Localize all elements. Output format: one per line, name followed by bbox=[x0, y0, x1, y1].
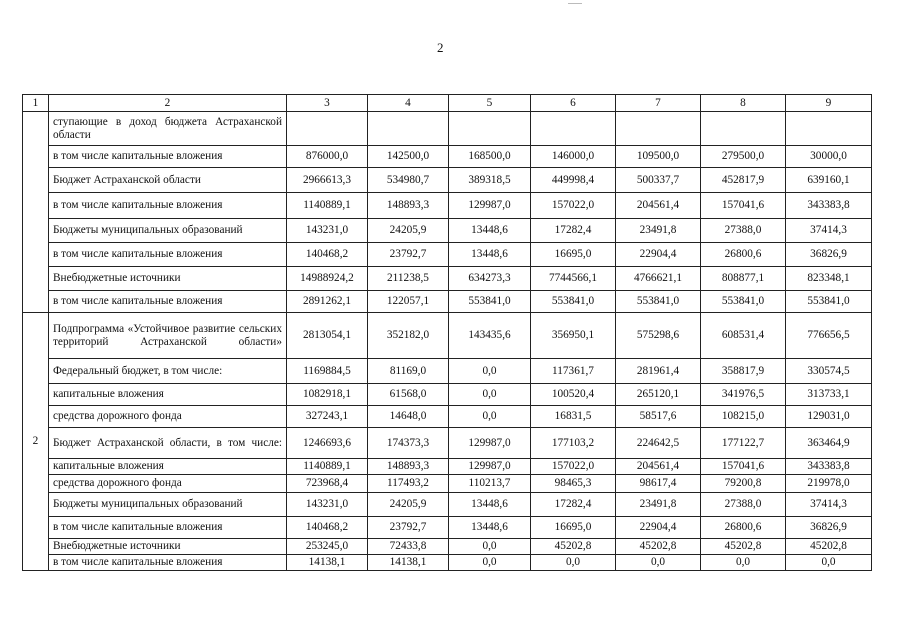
row-label: ступающие в доход бюджета Астраханской области bbox=[49, 112, 287, 146]
value-cell: 27388,0 bbox=[701, 219, 786, 243]
row-label: капитальные вложения bbox=[49, 459, 287, 475]
value-cell: 0,0 bbox=[449, 539, 531, 555]
value-cell: 4766621,1 bbox=[616, 267, 701, 291]
value-cell: 2891262,1 bbox=[287, 291, 368, 313]
value-cell: 0,0 bbox=[701, 555, 786, 571]
value-cell: 13448,6 bbox=[449, 219, 531, 243]
table-row bbox=[23, 146, 872, 168]
value-cell: 211238,5 bbox=[368, 267, 449, 291]
value-cell: 129987,0 bbox=[449, 193, 531, 219]
value-cell: 253245,0 bbox=[287, 539, 368, 555]
value-cell: 24205,9 bbox=[368, 219, 449, 243]
value-cell: 79200,8 bbox=[701, 475, 786, 493]
value-cell: 23491,8 bbox=[616, 493, 701, 517]
value-cell: 553841,0 bbox=[786, 291, 872, 313]
column-header: 8 bbox=[701, 95, 786, 112]
value-cell: 23792,7 bbox=[368, 243, 449, 267]
value-cell: 224642,5 bbox=[616, 428, 701, 459]
table-row bbox=[23, 428, 872, 459]
column-header: 7 bbox=[616, 95, 701, 112]
value-cell: 14138,1 bbox=[368, 555, 449, 571]
value-cell: 157041,6 bbox=[701, 193, 786, 219]
row-label: в том числе капитальные вложения bbox=[49, 193, 287, 219]
value-cell: 177122,7 bbox=[701, 428, 786, 459]
row-label: в том числе капитальные вложения bbox=[49, 517, 287, 539]
value-cell: 13448,6 bbox=[449, 493, 531, 517]
value-cell: 1140889,1 bbox=[287, 193, 368, 219]
value-cell: 341976,5 bbox=[701, 384, 786, 406]
value-cell: 27388,0 bbox=[701, 493, 786, 517]
value-cell: 13448,6 bbox=[449, 517, 531, 539]
value-cell: 204561,4 bbox=[616, 459, 701, 475]
value-cell: 37414,3 bbox=[786, 493, 872, 517]
row-label: в том числе капитальные вложения bbox=[49, 146, 287, 168]
value-cell: 500337,7 bbox=[616, 168, 701, 193]
value-cell: 16831,5 bbox=[531, 406, 616, 428]
value-cell: 0,0 bbox=[449, 359, 531, 384]
row-label: Бюджеты муниципальных образований bbox=[49, 219, 287, 243]
value-cell: 23491,8 bbox=[616, 219, 701, 243]
value-cell: 343383,8 bbox=[786, 459, 872, 475]
row-label: Внебюджетные источники bbox=[49, 267, 287, 291]
table-row bbox=[23, 493, 872, 517]
table-row bbox=[23, 384, 872, 406]
value-cell: 389318,5 bbox=[449, 168, 531, 193]
value-cell: 352182,0 bbox=[368, 313, 449, 359]
value-cell: 327243,1 bbox=[287, 406, 368, 428]
column-header: 6 bbox=[531, 95, 616, 112]
value-cell: 58517,6 bbox=[616, 406, 701, 428]
value-cell: 452817,9 bbox=[701, 168, 786, 193]
value-cell: 157022,0 bbox=[531, 459, 616, 475]
row-label: капитальные вложения bbox=[49, 384, 287, 406]
value-cell: 140468,2 bbox=[287, 243, 368, 267]
table-row bbox=[23, 193, 872, 219]
table-cell bbox=[287, 112, 368, 146]
table-row bbox=[23, 243, 872, 267]
value-cell: 142500,0 bbox=[368, 146, 449, 168]
row-label: в том числе капитальные вложения bbox=[49, 555, 287, 571]
value-cell: 553841,0 bbox=[449, 291, 531, 313]
value-cell: 30000,0 bbox=[786, 146, 872, 168]
value-cell: 608531,4 bbox=[701, 313, 786, 359]
value-cell: 1140889,1 bbox=[287, 459, 368, 475]
value-cell: 723968,4 bbox=[287, 475, 368, 493]
value-cell: 0,0 bbox=[449, 384, 531, 406]
value-cell: 36826,9 bbox=[786, 517, 872, 539]
table-row bbox=[23, 517, 872, 539]
row-label: Бюджет Астраханской области bbox=[49, 168, 287, 193]
row-label: Внебюджетные источники bbox=[49, 539, 287, 555]
value-cell: 449998,4 bbox=[531, 168, 616, 193]
budget-table bbox=[22, 94, 872, 571]
column-header: 3 bbox=[287, 95, 368, 112]
value-cell: 23792,7 bbox=[368, 517, 449, 539]
table-cell bbox=[616, 112, 701, 146]
table-row bbox=[23, 313, 872, 359]
table-row bbox=[23, 291, 872, 313]
table-row bbox=[23, 475, 872, 493]
table-cell bbox=[786, 112, 872, 146]
row-label: средства дорожного фонда bbox=[49, 475, 287, 493]
row-label: средства дорожного фонда bbox=[49, 406, 287, 428]
table-row bbox=[23, 555, 872, 571]
value-cell: 575298,6 bbox=[616, 313, 701, 359]
value-cell: 140468,2 bbox=[287, 517, 368, 539]
value-cell: 356950,1 bbox=[531, 313, 616, 359]
value-cell: 98465,3 bbox=[531, 475, 616, 493]
column-header: 2 bbox=[49, 95, 287, 112]
column-header: 9 bbox=[786, 95, 872, 112]
value-cell: 358817,9 bbox=[701, 359, 786, 384]
value-cell: 17282,4 bbox=[531, 219, 616, 243]
row-label: в том числе капитальные вложения bbox=[49, 243, 287, 267]
value-cell: 279500,0 bbox=[701, 146, 786, 168]
value-cell: 110213,7 bbox=[449, 475, 531, 493]
table-cell bbox=[531, 112, 616, 146]
value-cell: 143435,6 bbox=[449, 313, 531, 359]
value-cell: 281961,4 bbox=[616, 359, 701, 384]
row-number-cell: 2 bbox=[23, 313, 49, 571]
value-cell: 45202,8 bbox=[531, 539, 616, 555]
value-cell: 14648,0 bbox=[368, 406, 449, 428]
value-cell: 776656,5 bbox=[786, 313, 872, 359]
value-cell: 553841,0 bbox=[701, 291, 786, 313]
table-row bbox=[23, 459, 872, 475]
column-header: 1 bbox=[23, 95, 49, 112]
page-number: 2 bbox=[437, 40, 444, 55]
column-header: 4 bbox=[368, 95, 449, 112]
value-cell: 0,0 bbox=[786, 555, 872, 571]
value-cell: 13448,6 bbox=[449, 243, 531, 267]
value-cell: 26800,6 bbox=[701, 243, 786, 267]
value-cell: 16695,0 bbox=[531, 243, 616, 267]
value-cell: 639160,1 bbox=[786, 168, 872, 193]
value-cell: 0,0 bbox=[449, 555, 531, 571]
row-label: в том числе капитальные вложения bbox=[49, 291, 287, 313]
value-cell: 143231,0 bbox=[287, 219, 368, 243]
value-cell: 157022,0 bbox=[531, 193, 616, 219]
value-cell: 553841,0 bbox=[616, 291, 701, 313]
value-cell: 553841,0 bbox=[531, 291, 616, 313]
value-cell: 129987,0 bbox=[449, 459, 531, 475]
table-row bbox=[23, 168, 872, 193]
value-cell: 2966613,3 bbox=[287, 168, 368, 193]
value-cell: 14138,1 bbox=[287, 555, 368, 571]
value-cell: 45202,8 bbox=[786, 539, 872, 555]
value-cell: 0,0 bbox=[449, 406, 531, 428]
value-cell: 45202,8 bbox=[616, 539, 701, 555]
table-row bbox=[23, 112, 872, 146]
value-cell: 168500,0 bbox=[449, 146, 531, 168]
value-cell: 100520,4 bbox=[531, 384, 616, 406]
row-label: Бюджеты муниципальных образований bbox=[49, 493, 287, 517]
value-cell: 7744566,1 bbox=[531, 267, 616, 291]
value-cell: 174373,3 bbox=[368, 428, 449, 459]
value-cell: 24205,9 bbox=[368, 493, 449, 517]
table-cell bbox=[701, 112, 786, 146]
table-cell bbox=[449, 112, 531, 146]
value-cell: 219978,0 bbox=[786, 475, 872, 493]
value-cell: 109500,0 bbox=[616, 146, 701, 168]
row-number-cell bbox=[23, 112, 49, 313]
value-cell: 876000,0 bbox=[287, 146, 368, 168]
value-cell: 17282,4 bbox=[531, 493, 616, 517]
value-cell: 808877,1 bbox=[701, 267, 786, 291]
row-label: Бюджет Астраханской области, в том числе: bbox=[49, 428, 287, 459]
value-cell: 22904,4 bbox=[616, 243, 701, 267]
value-cell: 1082918,1 bbox=[287, 384, 368, 406]
value-cell: 1246693,6 bbox=[287, 428, 368, 459]
value-cell: 146000,0 bbox=[531, 146, 616, 168]
value-cell: 129987,0 bbox=[449, 428, 531, 459]
value-cell: 343383,8 bbox=[786, 193, 872, 219]
table-cell bbox=[368, 112, 449, 146]
value-cell: 0,0 bbox=[616, 555, 701, 571]
value-cell: 61568,0 bbox=[368, 384, 449, 406]
table-row bbox=[23, 267, 872, 291]
value-cell: 148893,3 bbox=[368, 459, 449, 475]
table-row bbox=[23, 406, 872, 428]
value-cell: 363464,9 bbox=[786, 428, 872, 459]
value-cell: 313733,1 bbox=[786, 384, 872, 406]
value-cell: 22904,4 bbox=[616, 517, 701, 539]
value-cell: 823348,1 bbox=[786, 267, 872, 291]
value-cell: 634273,3 bbox=[449, 267, 531, 291]
table-row bbox=[23, 219, 872, 243]
value-cell: 143231,0 bbox=[287, 493, 368, 517]
value-cell: 14988924,2 bbox=[287, 267, 368, 291]
value-cell: 122057,1 bbox=[368, 291, 449, 313]
table-row bbox=[23, 539, 872, 555]
value-cell: 37414,3 bbox=[786, 219, 872, 243]
value-cell: 26800,6 bbox=[701, 517, 786, 539]
scan-artifact bbox=[568, 0, 582, 4]
value-cell: 265120,1 bbox=[616, 384, 701, 406]
value-cell: 81169,0 bbox=[368, 359, 449, 384]
value-cell: 117361,7 bbox=[531, 359, 616, 384]
value-cell: 129031,0 bbox=[786, 406, 872, 428]
row-label: Федеральный бюджет, в том числе: bbox=[49, 359, 287, 384]
value-cell: 1169884,5 bbox=[287, 359, 368, 384]
value-cell: 117493,2 bbox=[368, 475, 449, 493]
value-cell: 45202,8 bbox=[701, 539, 786, 555]
value-cell: 177103,2 bbox=[531, 428, 616, 459]
row-label: Подпрограмма «Устойчивое развитие сельских территорий Астраханской области» bbox=[49, 313, 287, 359]
header-row bbox=[23, 95, 872, 112]
value-cell: 148893,3 bbox=[368, 193, 449, 219]
value-cell: 2813054,1 bbox=[287, 313, 368, 359]
value-cell: 534980,7 bbox=[368, 168, 449, 193]
value-cell: 204561,4 bbox=[616, 193, 701, 219]
value-cell: 108215,0 bbox=[701, 406, 786, 428]
value-cell: 98617,4 bbox=[616, 475, 701, 493]
value-cell: 16695,0 bbox=[531, 517, 616, 539]
value-cell: 157041,6 bbox=[701, 459, 786, 475]
column-header: 5 bbox=[449, 95, 531, 112]
value-cell: 0,0 bbox=[531, 555, 616, 571]
table-row bbox=[23, 359, 872, 384]
value-cell: 36826,9 bbox=[786, 243, 872, 267]
value-cell: 72433,8 bbox=[368, 539, 449, 555]
value-cell: 330574,5 bbox=[786, 359, 872, 384]
